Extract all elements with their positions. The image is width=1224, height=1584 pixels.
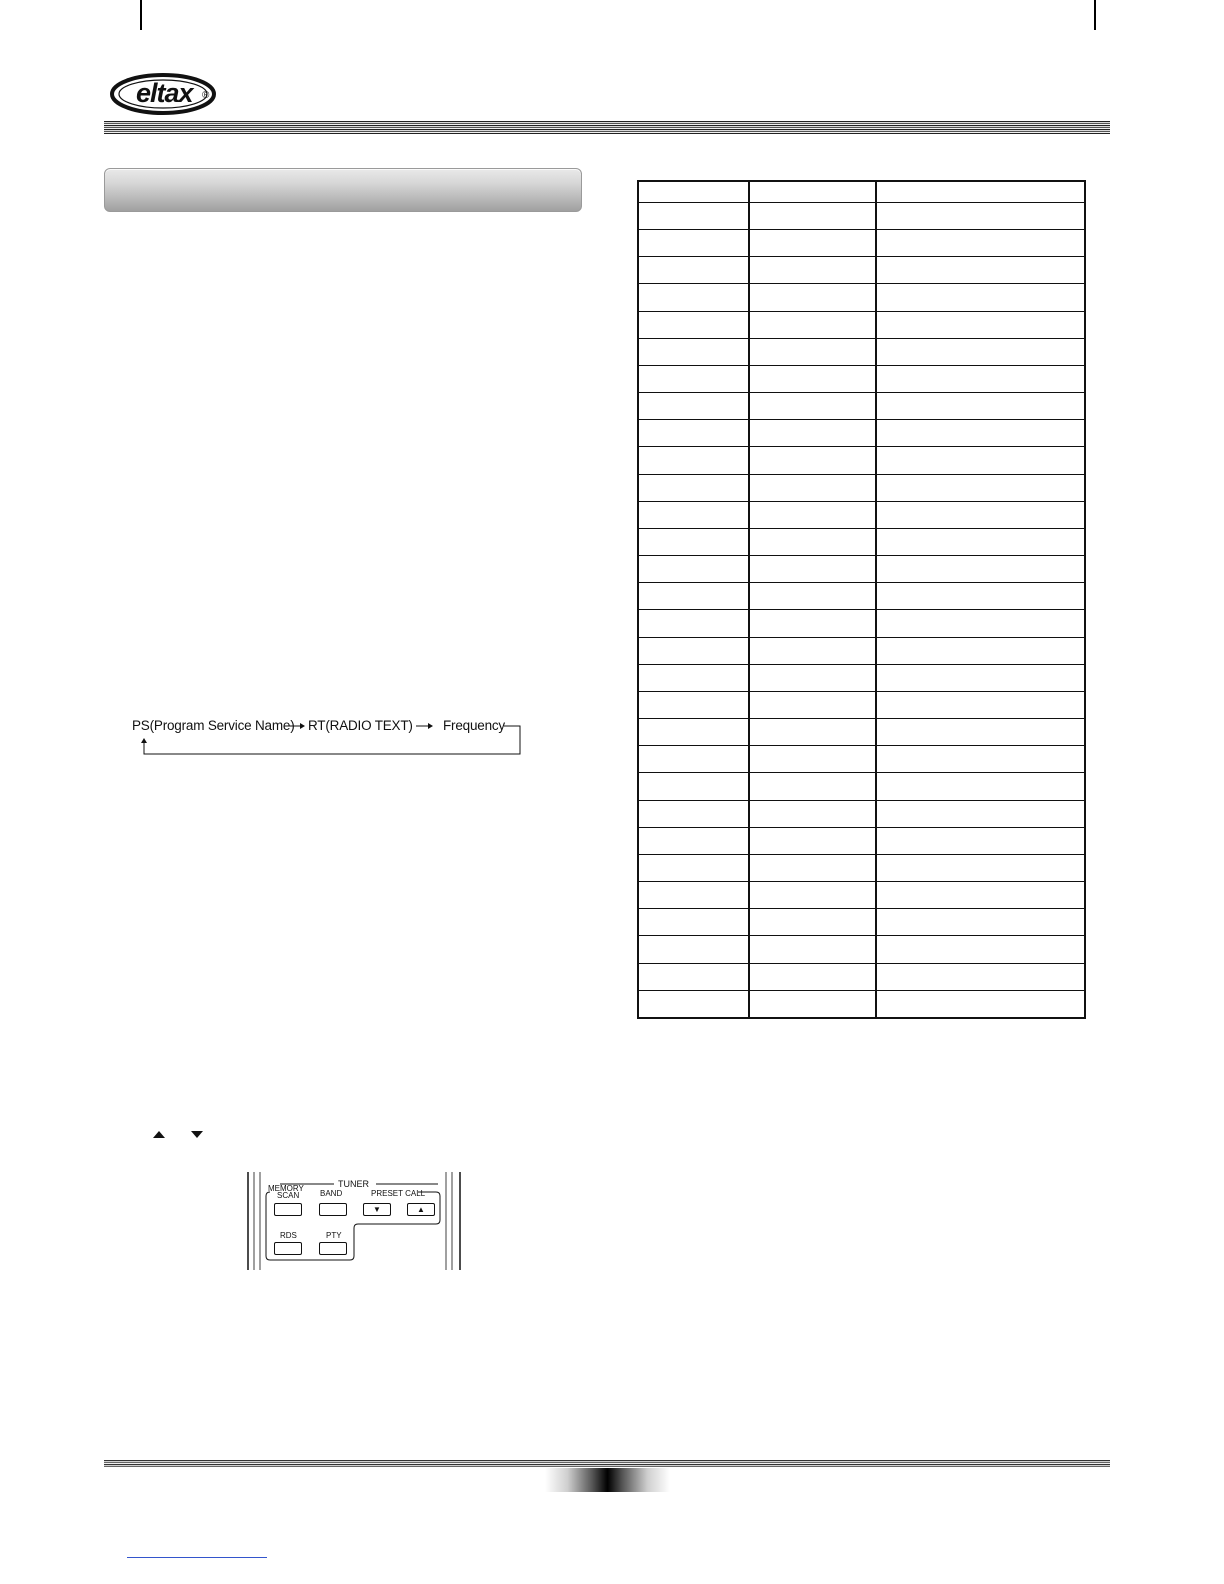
table-row: [639, 827, 1084, 855]
preset-call-down-button[interactable]: ▼: [363, 1203, 391, 1216]
rds-label: RDS: [280, 1231, 297, 1240]
table-row: [639, 528, 1084, 556]
table-row: [639, 392, 1084, 420]
table-row: [639, 990, 1084, 1017]
rds-button[interactable]: [274, 1242, 302, 1255]
table-row: [639, 229, 1084, 257]
table-row: [639, 718, 1084, 746]
memory-scan-label-line1: MEMORY: [268, 1184, 304, 1193]
tuner-group-title: TUNER: [338, 1179, 369, 1189]
memory-scan-label-line2: SCAN: [277, 1191, 300, 1200]
memory-scan-button[interactable]: [274, 1203, 302, 1216]
pty-table: [637, 180, 1086, 1019]
table-row: [639, 419, 1084, 447]
table-row: [639, 311, 1084, 339]
footer-rule: [104, 1460, 1110, 1467]
preset-call-up-button[interactable]: ▲: [407, 1203, 435, 1216]
pty-label: PTY: [326, 1231, 342, 1240]
crop-mark-top-left: [140, 0, 142, 30]
remote-tuner-panel: [246, 1172, 463, 1272]
flow-step-ps: PS(Program Service Name): [132, 718, 295, 733]
footer-link-underline: [127, 1557, 267, 1558]
table-row: [639, 908, 1084, 936]
page-number-tab: [545, 1468, 670, 1492]
table-row: [639, 501, 1084, 529]
eltax-logo: [110, 72, 220, 116]
table-row: [639, 555, 1084, 583]
section-title-bar: [104, 168, 582, 212]
table-row: [639, 582, 1084, 610]
flow-step-frequency: Frequency: [443, 718, 505, 733]
table-row: [639, 256, 1084, 284]
table-row: [639, 963, 1084, 991]
flow-arrows: [128, 712, 528, 762]
table-row: [639, 338, 1084, 366]
table-row: [639, 854, 1084, 882]
crop-mark-top-right: [1094, 0, 1096, 30]
table-row: [639, 745, 1084, 773]
header-rule: [104, 121, 1110, 134]
display-mode-flow-diagram: [128, 712, 528, 762]
logo-wordmark: eltax: [136, 78, 193, 108]
registered-mark: ®: [202, 90, 210, 101]
table-row: [639, 284, 1084, 312]
table-header-row: [639, 182, 1084, 203]
table-row: [639, 881, 1084, 909]
table-row: [639, 365, 1084, 393]
table-row: [639, 610, 1084, 638]
table-row: [639, 447, 1084, 475]
band-label: BAND: [320, 1189, 343, 1198]
table-row: [639, 773, 1084, 801]
table-row: [639, 691, 1084, 719]
table-row: [639, 664, 1084, 692]
flow-step-rt: RT(RADIO TEXT): [308, 718, 413, 733]
table-row: [639, 800, 1084, 828]
table-row: [639, 936, 1084, 964]
preset-call-label: PRESET CALL: [371, 1189, 426, 1198]
table-row: [639, 202, 1084, 230]
down-triangle-icon: [191, 1131, 203, 1138]
band-button[interactable]: [319, 1203, 347, 1216]
table-row: [639, 637, 1084, 665]
table-row: [639, 474, 1084, 502]
up-triangle-icon: [153, 1131, 165, 1138]
pty-button[interactable]: [319, 1242, 347, 1255]
